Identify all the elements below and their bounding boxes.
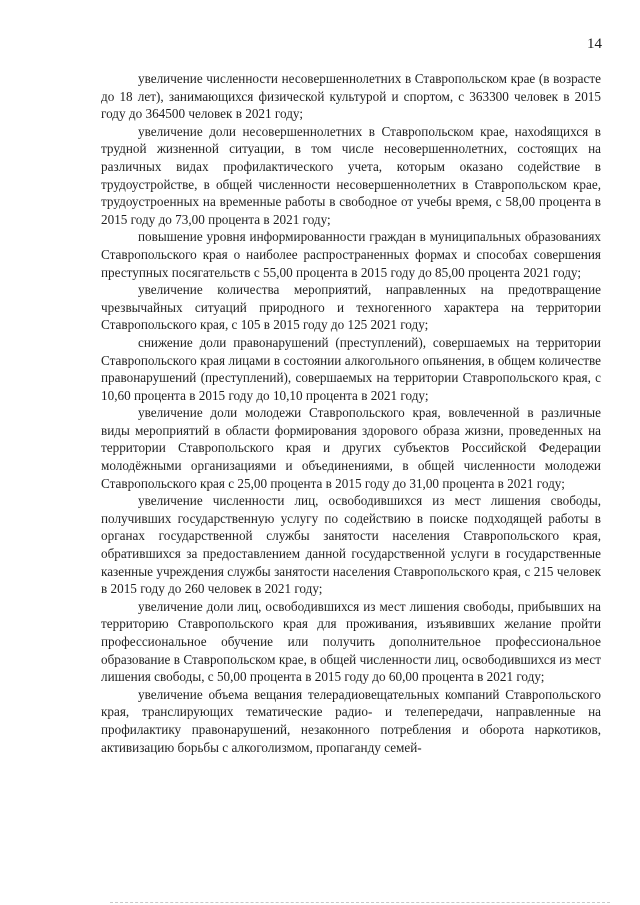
paragraph-minors-sports: увеличение численности несовершеннолетних в Ставропольском крае (в возрасте до 18 лет), занимающихся физической культурой и спортом, с 363300 человек в 2015 году до 364500 человек в 2021 году;	[101, 71, 601, 122]
paragraph-youth-healthy-lifestyle: увеличение доли молодежи Ставропольского края, вовлеченной в различные виды мероприятий в области формирования здорового образа жизни, проведенных на территории Ставропольского края и других субъектов Российской Федерации молодёжными организациями и объединениями, в общей численности молодежи Ставропольского края с 25,00 процента в 2015 году до 31,00 процента в 2021 году;	[101, 405, 601, 491]
paragraph-alcohol-offenses: снижение доли правонарушений (преступлений), совершаемых на территории Ставропольского края лицами в состоянии алкогольного опьянения, в общем количестве правонарушений (преступлений), совершаемых на территории Ставропольского края, с 10,60 процента в 2015 году до 10,10 процента в 2021 году;	[101, 334, 601, 403]
paragraph-released-training: увеличение доли лиц, освободившихся из мест лишения свободы, прибывших на территорию Ставропольского края для проживания, изъявивших желание пройти профессиональное обучение или получить дополнительное профессиональное образование в Ставропольском крае, в общей численности лиц, освободившихся из мест лишения свободы, с 50,00 процента в 2015 году до 60,00 процента в 2021 году;	[101, 598, 601, 685]
paragraph-broadcasting: увеличение объема вещания телерадиовещательных компаний Ставропольского края, транслирующих тематические радио- и телепередачи, направленные на профилактику правонарушений, незаконного потребления и оборота наркотиков, активизацию борьбы с алкоголизмом, пропаганду семей-	[101, 686, 601, 755]
scan-edge-line	[110, 902, 610, 903]
paragraph-released-job-search: увеличение численности лиц, освободившихся из мест лишения свободы, получивших государственную услугу по содействию в поиске подходящей работы в органах государственной службы занятости населения Ставропольского края, обратившихся за предоставлением данной государственной услуги в государственные казенные учреждения службы занятости населения Ставропольского края, с 215 человек в 2015 году до 260 человек в 2021 году;	[101, 493, 601, 597]
page-number: 14	[587, 36, 602, 52]
paragraph-citizen-awareness: повышение уровня информированности граждан в муниципальных образованиях Ставропольского края о наиболее распространенных формах и способах совершения преступных посягательств с 55,00 процента в 2015 году до 85,00 процента 2021 году;	[101, 229, 601, 280]
paragraph-minors-employment: увеличение доли несовершеннолетних в Ставропольском крае, нахоdящихся в трудной жизненной ситуации, в том числе несовершеннолетних, состоящих на различных видах профилактического учета, которым оказано содействие в трудоустройстве, в общей численности несовершеннолетних в Ставропольском крае, трудоустроенных на временные работы в свободное от учебы время, с 58,00 процента в 2015 году до 73,00 процента в 2021 году;	[101, 123, 601, 227]
document-body	[101, 70, 601, 756]
paragraph-emergency-prevention: увеличение количества мероприятий, направленных на предотвращение чрезвычайных ситуаций природного и техногенного характера на территории Ставропольского края, с 105 в 2015 году до 125 2021 году;	[101, 282, 601, 333]
